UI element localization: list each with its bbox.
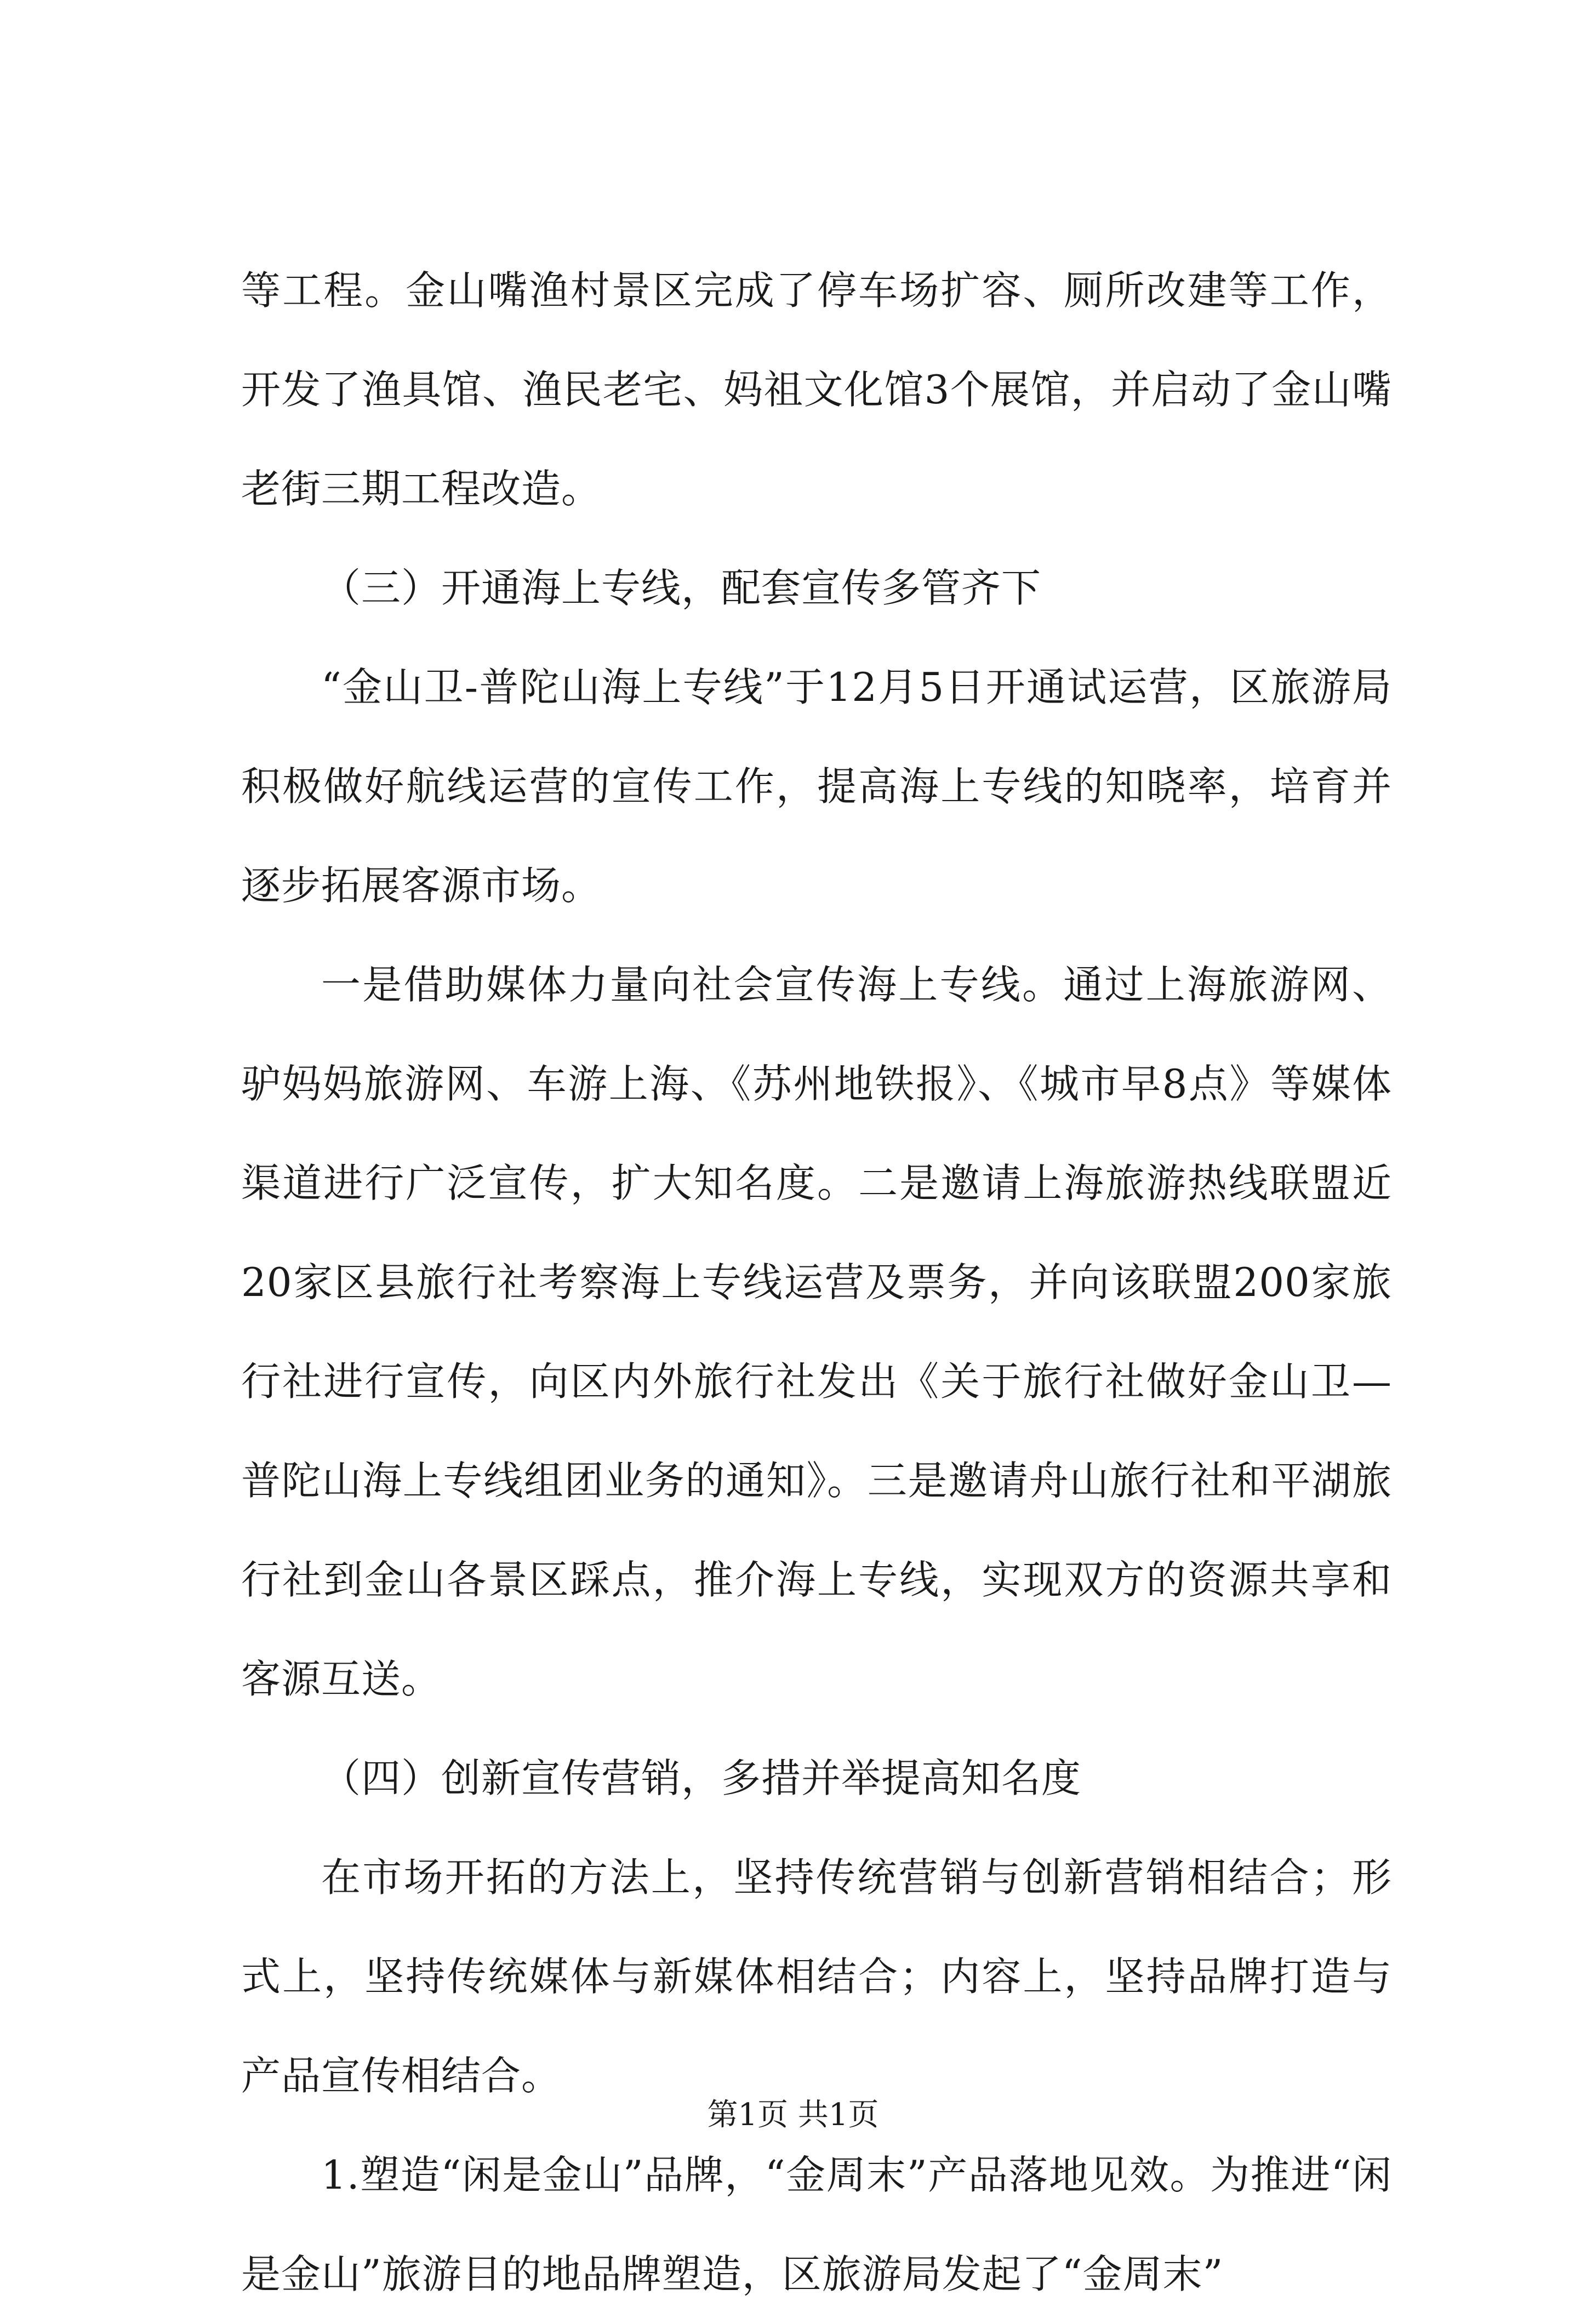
paragraph-5: 1.塑造“闲是金山”品牌，“金周末”产品落地见效。为推进“闲是金山”旅游目的地品牌塑造，区旅游局发起了“金周末” bbox=[241, 2152, 1392, 2297]
paragraph-1: 等工程。金山嘴渔村景区完成了停车场扩容、厕所改建等工作，开发了渔具馆、渔民老宅、妈祖文化馆3个展馆，并启动了金山嘴老街三期工程改造。 bbox=[241, 267, 1392, 512]
page-number-label: 第1页 共1页 bbox=[707, 2097, 879, 2133]
paragraph-4: 在市场开拓的方法上，坚持传统营销与创新营销相结合；形式上，坚持传统媒体与新媒体相结合；内容上，坚持品牌打造与产品宣传相结合。 bbox=[241, 1854, 1392, 2099]
paragraph-2: “金山卫-普陀山海上专线”于12月5日开通试运营，区旅游局积极做好航线运营的宣传工作，提高海上专线的知晓率，培育并逐步拓展客源市场。 bbox=[241, 664, 1392, 909]
page-footer bbox=[0, 2093, 1586, 2137]
section-heading-3: （三）开通海上专线，配套宣传多管齐下 bbox=[321, 565, 1042, 611]
paragraph-3: 一是借助媒体力量向社会宣传海上专线。通过上海旅游网、驴妈妈旅游网、车游上海、《苏州地铁报》、《城市早8点》等媒体渠道进行广泛宣传，扩大知名度。二是邀请上海旅游热线联盟近20家区县旅行社考察海上专线运营及票务，并向该联盟200家旅行社进行宣传，向区内外旅行社发出《关于旅行社做好金山卫—普陀山海上专线组团业务的通知》。三是邀请舟山旅行社和平湖旅行社到金山各景区踩点，推介海上专线，实现双方的资源共享和客源互送。 bbox=[241, 962, 1392, 1702]
document-body bbox=[241, 241, 1392, 2324]
section-heading-4: （四）创新宣传营销，多措并举提高知名度 bbox=[321, 1755, 1082, 1801]
